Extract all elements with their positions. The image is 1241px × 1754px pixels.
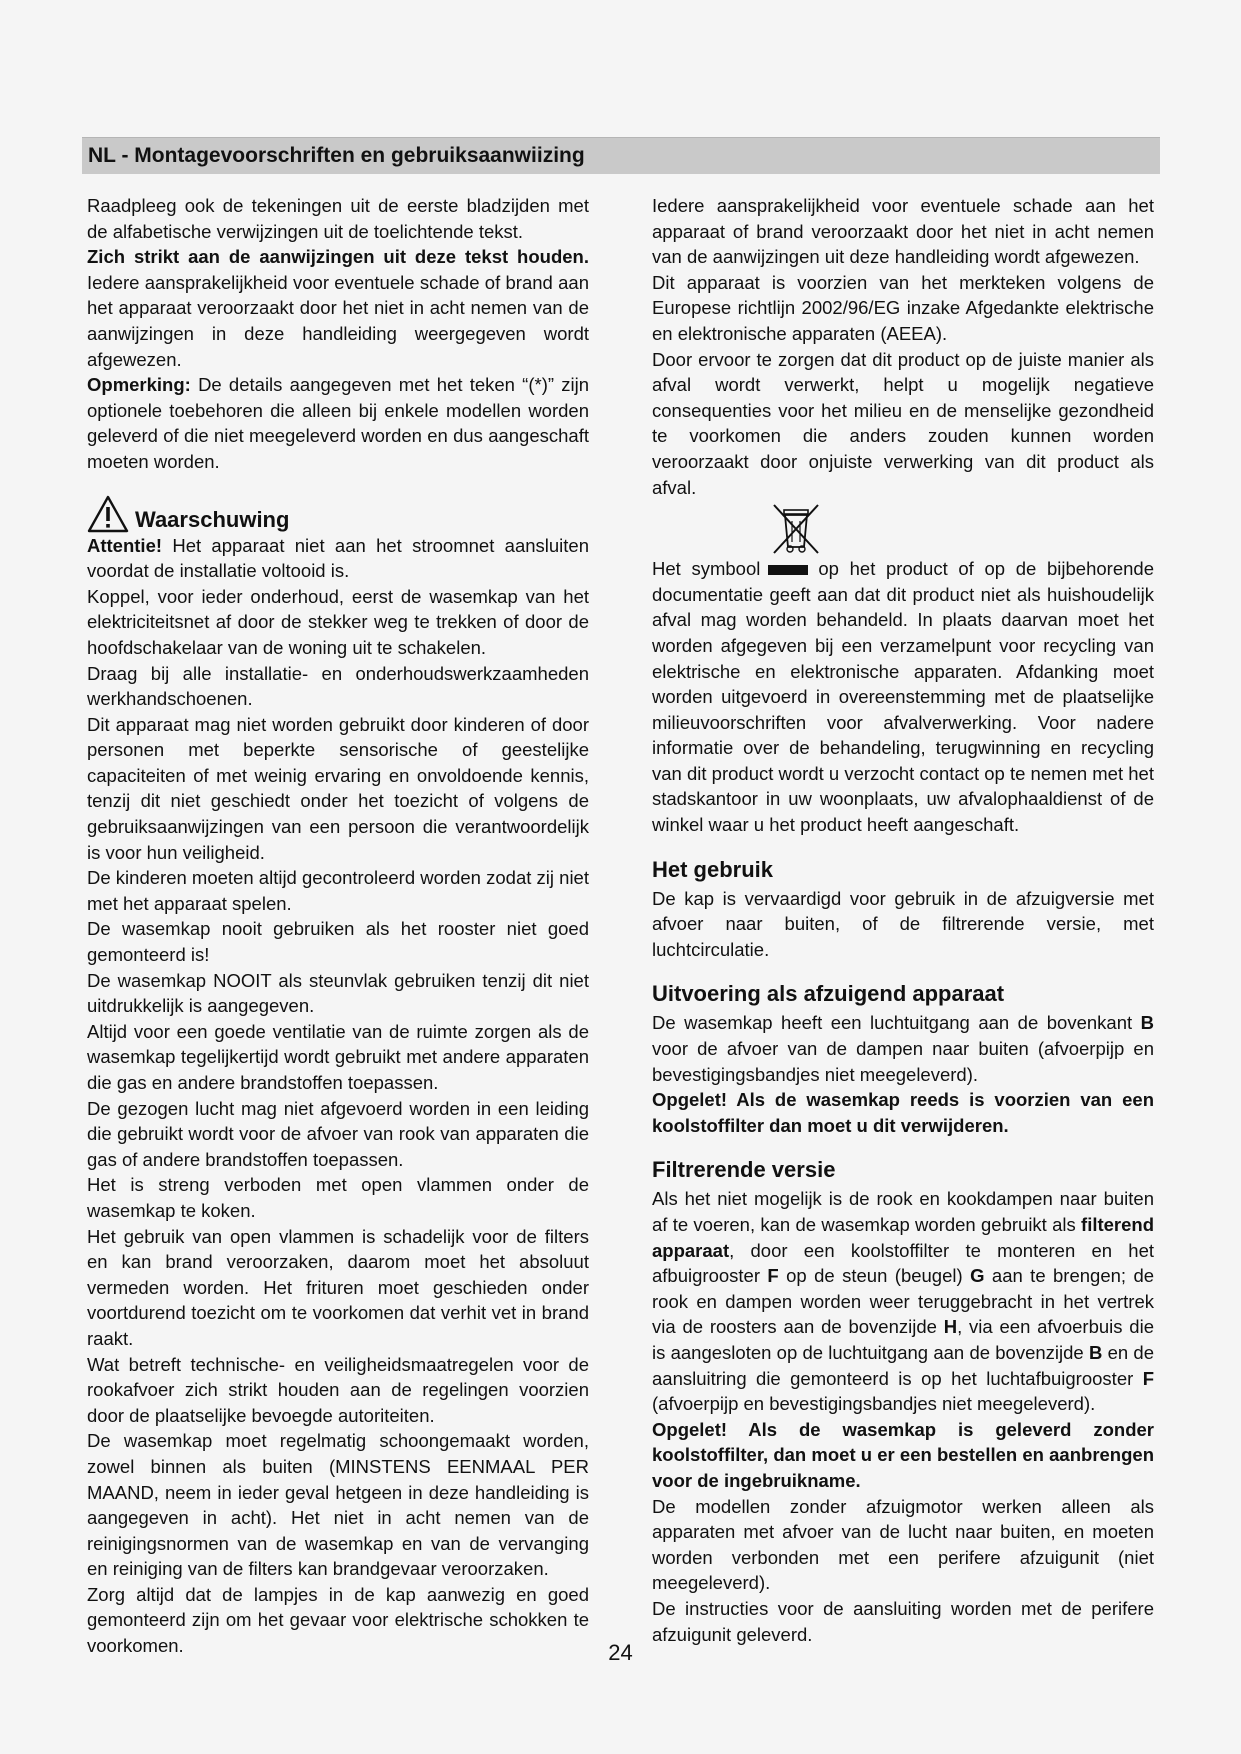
instructions-paragraph: De instructies voor de aansluiting worden met de perifere afzuigunit geleverd. — [652, 1597, 1154, 1645]
letter-f: F — [1142, 1367, 1154, 1389]
weee-directive-paragraph: Dit apparaat is voorzien van het merkteken volgens de Europese richtlijn 2002/96/EG inzake Afgedankte elektrische en elektronische apparaten (AEEA). — [652, 271, 1154, 344]
use-heading: Het gebruik — [652, 856, 774, 882]
note-label: Opmerking: — [87, 374, 191, 396]
attention-paragraph — [87, 533, 589, 584]
attention-text: Het apparaat niet aan het stroomnet aansluiten voordat de installatie voltooid is. — [87, 534, 589, 582]
attention-label: Attentie! — [87, 534, 163, 556]
filter-warning-text: Opgelet! Als de wasemkap is geleverd zonder koolstoffilter, dan moet u er een bestellen en aanbrengen voor de ingebruikname. — [652, 1418, 1154, 1491]
page-title: NL - Montagevoorschriften en gebruiksaanwiizing — [88, 144, 585, 167]
filter-text-1: Als het niet mogelijk is de rook en kookdampen naar buiten af te voeren, kan de wasemkap worden gebruikt als — [652, 1188, 1154, 1235]
filter-text-6: en de aansluitring die gemonteerd is op het luchtafbuigrooster — [652, 1341, 1154, 1389]
extraction-heading: Uitvoering als afzuigend apparaat — [652, 981, 1005, 1007]
filter-text-3: op de steun (beugel) — [786, 1265, 963, 1287]
filter-bold: filterend apparaat — [652, 1214, 1155, 1261]
models-paragraph: De modellen zonder afzuigmotor werken alleen als apparaten met afvoer van de lucht naar buiten, en moeten worden verbonden met een perifere afzuigunit (niet meegeleverd). — [652, 1495, 1154, 1594]
warning-paragraph: Koppel, voor ieder onderhoud, eerst de wasemkap van het elektriciteitsnet af door de stekker weg te trekken of door de hoofdschakelaar van de woning uit te schakelen. — [87, 585, 589, 658]
warning-paragraph: Wat betreft technische- en veiligheidsmaatregelen voor de rookafvoer zich strikt houden aan de regelingen voorzien door de plaatselijke bevoegde autoriteiten. — [87, 1353, 589, 1426]
symbol-paragraph — [652, 556, 1154, 838]
crossed-bin-icon — [770, 502, 822, 556]
use-paragraph: De kap is vervaardigd voor gebruik in de afzuigversie met afvoer naar buiten, of de filtrerende versie, met luchtcirculatie. — [652, 887, 1154, 960]
letter-g: G — [970, 1265, 985, 1287]
left-column — [87, 193, 589, 1659]
filter-heading: Filtrerende versie — [652, 1157, 836, 1183]
letter-h: H — [943, 1316, 958, 1338]
black-bar-symbol-icon — [768, 565, 808, 575]
warning-paragraph: De kinderen moeten altijd gecontroleerd worden zodat zij niet met het apparaat spelen. — [87, 867, 589, 914]
right-column — [652, 193, 1154, 1647]
warning-paragraph: Dit apparaat mag niet worden gebruikt door kinderen of door personen met beperkte sensorische of geestelijke capaciteiten of met weinig ervaring en onvoldoende kennis, tenzij dit niet geschiedt onder het toezicht of volgens de gebruiksaanwijzingen van een persoon die verantwoordelijk is voor hun veiligheid. — [87, 713, 589, 863]
intro-paragraph: Raadpleeg ook de tekeningen uit de eerste bladzijden met de alfabetische verwijzingen uit de toelichtende tekst. — [87, 195, 589, 242]
note-paragraph — [87, 372, 589, 474]
filter-paragraph — [652, 1186, 1154, 1416]
symbol-text: op het product of op de bijbehorende documentatie geeft aan dat dit product niet als huishoudelijk afval mag worden behandeld. In plaats daarvan moet het worden afgegeven bij een verzamelpunt voor recycling van elektrische en elektronische apparaten. Afdanking moet worden uitgevoerd in overeenstemming met de plaatselijke milieuvoorschriften voor afvalverwerking. Voor nadere informatie over de behandeling, terugwinning en recycling van dit product wordt u verzocht contact op te nemen met het stadskantoor in uw woonplaats, uw afvalophaaldienst of de winkel waar u het product heeft aangeschaft. — [652, 558, 1154, 836]
extraction-warning — [652, 1087, 1154, 1138]
warning-title: Waarschuwing — [135, 506, 290, 532]
strict-paragraph — [87, 244, 589, 372]
section-header-bar — [82, 137, 1160, 174]
letter-f: F — [767, 1265, 779, 1287]
extraction-text: De wasemkap heeft een luchtuitgang aan de bovenkant — [652, 1012, 1133, 1034]
filter-text-4: aan te brengen; de rook en dampen worden weer teruggebracht in het vertrek via de roosters aan de bovenzijde — [652, 1265, 1155, 1338]
filter-text-5: , via een afvoerbuis die is aangesloten op de luchtuitgang aan de bovenzijde — [652, 1316, 1154, 1363]
warning-paragraph: De wasemkap moet regelmatig schoongemaakt worden, zowel binnen als buiten (MINSTENS EENMAAL PER MAAND, neem in ieder geval hetgeen in deze handleiding is aangegeven in acht). Het niet in acht nemen van de reinigingsnormen van de wasemkap en van de vervanging en reiniging van de filters kan brandgevaar veroorzaken. — [87, 1430, 589, 1580]
extraction-warning-text: Opgelet! Als de wasemkap reeds is voorzien van een koolstoffilter dan moet u dit verwijderen. — [652, 1089, 1154, 1136]
symbol-prefix: Het symbool — [652, 558, 761, 580]
disposal-paragraph: Door ervoor te zorgen dat dit product op de juiste manier als afval wordt verwerkt, helpt u mogelijk negatieve consequenties voor het milieu en de menselijke gezondheid te voorkomen die anders zouden kunnen worden veroorzaakt door onjuiste verwerking van dit product als afval. — [652, 348, 1154, 498]
extraction-text-2: voor de afvoer van de dampen naar buiten (afvoerpijp en bevestigingsbandjes niet meegeleverd). — [652, 1038, 1154, 1085]
letter-b: B — [1140, 1012, 1155, 1034]
warning-paragraph: Draag bij alle installatie- en onderhoudswerkzaamheden werkhandschoenen. — [87, 662, 589, 710]
warning-paragraph: Zorg altijd dat de lampjes in de kap aanwezig en goed gemonteerd zijn om het gevaar voor elektrische schokken te voorkomen. — [87, 1583, 589, 1657]
extraction-paragraph — [652, 1010, 1154, 1087]
warning-paragraph: Het is streng verboden met open vlammen onder de wasemkap te koken. — [87, 1174, 589, 1221]
filter-text-2: , door een koolstoffilter te monteren en het afbuigrooster — [652, 1239, 1154, 1287]
warning-paragraph: De wasemkap nooit gebruiken als het rooster niet goed gemonteerd is! — [87, 918, 589, 966]
strict-text: Iedere aansprakelijkheid voor eventuele schade of brand aan het apparaat veroorzaakt door het niet in acht nemen van de aanwijzingen in deze handleiding weergegeven wordt afgewezen. — [87, 271, 589, 370]
filter-warning — [652, 1417, 1154, 1494]
warning-heading — [87, 489, 589, 533]
warning-paragraph: Het gebruik van open vlammen is schadelijk voor de filters en kan brand veroorzaken, daarom moet het absoluut vermeden worden. Het frituren moet geschieden onder voortdurend toezicht om te voorkomen dat verhit vet in brand raakt. — [87, 1225, 589, 1349]
filter-text-7: (afvoerpijp en bevestigingsbandjes niet meegeleverd). — [652, 1393, 1096, 1415]
page-number: 24 — [608, 1640, 633, 1665]
warning-paragraph: De wasemkap NOOIT als steunvlak gebruiken tenzij dit niet uitdrukkelijk is aangegeven. — [87, 969, 589, 1017]
warning-paragraph: Altijd voor een goede ventilatie van de ruimte zorgen als de wasemkap tegelijkertijd wordt gebruikt met andere apparaten die gas en andere brandstoffen toepassen. — [87, 1020, 589, 1093]
letter-b: B — [1088, 1341, 1103, 1363]
warning-paragraph: De gezogen lucht mag niet afgevoerd worden in een leiding die gebruikt wordt voor de afvoer van rook van apparaten die gas of andere brandstoffen toepassen. — [87, 1097, 589, 1170]
note-text: De details aangegeven met het teken “(*)” zijn optionele toebehoren die alleen bij enkele modellen worden geleverd of die niet meegeleverd worden en dus aangeschaft moeten worden. — [87, 374, 590, 472]
strict-bold: Zich strikt aan de aanwijzingen uit deze tekst houden. — [87, 246, 589, 268]
warning-triangle-icon — [87, 495, 129, 533]
liability-paragraph: Iedere aansprakelijkheid voor eventuele schade aan het apparaat of brand veroorzaakt door het niet in acht nemen van de aanwijzingen uit deze handleiding wordt afgewezen. — [652, 195, 1154, 268]
